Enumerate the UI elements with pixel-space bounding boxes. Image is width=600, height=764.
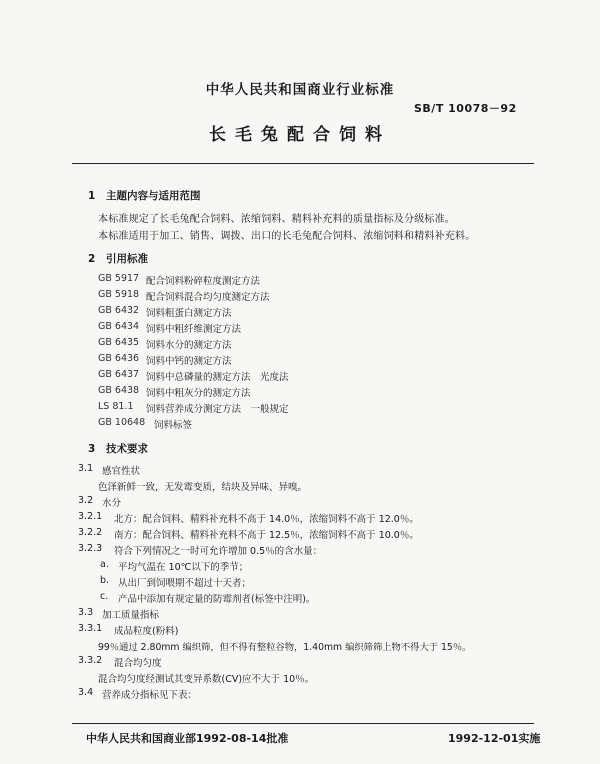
list-item-a: 平均气温在 10℃以下的季节； bbox=[118, 562, 249, 573]
ref-title: 饲料中粗灰分的测定方法 bbox=[146, 388, 251, 399]
ref-code: GB 6438 bbox=[98, 385, 140, 396]
section-2-heading bbox=[88, 251, 148, 266]
clause-3-3-2-text: 混合均匀度经测试其变异系数(CV)应不大于 10％。 bbox=[98, 674, 315, 685]
ref-code: GB 6432 bbox=[98, 305, 140, 316]
section-1-heading bbox=[88, 188, 201, 203]
clause-3-2-number: 3.2 bbox=[78, 495, 94, 506]
document-title: 长毛兔配合饲料 bbox=[209, 125, 391, 145]
list-item-c: 产品中添加有规定量的防霉剂者(标签中注明)。 bbox=[118, 594, 316, 605]
clause-3-3-2-number: 3.3.2 bbox=[78, 655, 103, 666]
effective-date: 1992-12-01实施 bbox=[448, 732, 541, 745]
section-2-number: 2 bbox=[88, 253, 96, 265]
clause-3-2-3-number: 3.2.3 bbox=[78, 543, 103, 554]
clause-3-1-title: 感官性状 bbox=[102, 466, 141, 477]
ref-code: GB 5918 bbox=[98, 289, 140, 300]
footer-rule bbox=[72, 723, 534, 724]
org-standard-title: 中华人民共和国商业行业标准 bbox=[205, 82, 395, 98]
clause-3-3-1-title: 成品粒度(粉料) bbox=[114, 626, 179, 637]
section-1-title: 主题内容与适用范围 bbox=[106, 190, 201, 202]
clause-3-4-title: 营养成分指标见下表： bbox=[102, 690, 198, 701]
clause-3-3-2-title: 混合均匀度 bbox=[114, 658, 162, 669]
clause-3-3-1-text: 99％通过 2.80mm 编织筛，但不得有整粒谷物，1.40mm 编织筛筛上物不得大于 15％。 bbox=[98, 642, 472, 653]
ref-code: GB 6435 bbox=[98, 337, 140, 348]
clause-3-2-1-number: 3.2.1 bbox=[78, 511, 103, 522]
ref-title: 饲料水分的测定方法 bbox=[146, 340, 232, 351]
clause-3-3-number: 3.3 bbox=[78, 607, 94, 618]
ref-code: GB 6434 bbox=[98, 321, 140, 332]
ref-title: 饲料标签 bbox=[154, 420, 193, 431]
approval-line: 中华人民共和国商业部1992-08-14批准 bbox=[86, 732, 289, 745]
clause-3-4-number: 3.4 bbox=[78, 687, 94, 698]
ref-code: GB 5917 bbox=[98, 273, 140, 284]
ref-title: 饲料中钙的测定方法 bbox=[146, 356, 232, 367]
ref-title: 饲料营养成分测定方法 一般规定 bbox=[146, 404, 289, 415]
standard-code: SB/T 10078－92 bbox=[414, 102, 517, 115]
ref-code: GB 6437 bbox=[98, 369, 140, 380]
section-1-paragraph-2: 本标准适用于加工、销售、调拨、出口的长毛兔配合饲料、浓缩饲料和精料补充料。 bbox=[98, 231, 476, 242]
clause-3-2-2-number: 3.2.2 bbox=[78, 527, 103, 538]
ref-title: 配合饲料粉碎粒度测定方法 bbox=[146, 276, 261, 287]
ref-code: GB 6436 bbox=[98, 353, 140, 364]
list-item-b-mark: b. bbox=[100, 575, 110, 586]
clause-3-2-1-text: 北方：配合饲料、精料补充料不高于 14.0％，浓缩饲料不高于 12.0％。 bbox=[114, 514, 419, 525]
list-item-c-mark: c. bbox=[100, 591, 109, 602]
clause-3-2-3-text: 符合下列情况之一时可允许增加 0.5％的含水量： bbox=[114, 546, 323, 557]
ref-code: LS 81.1 bbox=[98, 401, 134, 412]
ref-title: 饲料粗蛋白测定方法 bbox=[146, 308, 232, 319]
section-3-heading bbox=[88, 441, 148, 456]
ref-code: GB 10648 bbox=[98, 417, 146, 428]
clause-3-2-2-text: 南方：配合饲料、精料补充料不高于 12.5％，浓缩饲料不高于 10.0％。 bbox=[114, 530, 419, 541]
clause-3-1-text: 色泽新鲜一致，无发霉变质，结块及异味、异嗅。 bbox=[98, 482, 308, 493]
ref-title: 饲料中总磷量的测定方法 光度法 bbox=[146, 372, 289, 383]
header-rule bbox=[72, 163, 534, 164]
list-item-b: 从出厂到饲喂期不超过十天者； bbox=[118, 578, 252, 589]
ref-title: 饲料中粗纤维测定方法 bbox=[146, 324, 242, 335]
section-2-title: 引用标准 bbox=[106, 253, 148, 265]
section-1-number: 1 bbox=[88, 190, 96, 202]
ref-title: 配合饲料混合均匀度测定方法 bbox=[146, 292, 270, 303]
clause-3-3-title: 加工质量指标 bbox=[102, 610, 160, 621]
section-3-title: 技术要求 bbox=[106, 443, 148, 455]
clause-3-2-title: 水分 bbox=[102, 498, 122, 509]
section-1-paragraph-1: 本标准规定了长毛兔配合饲料、浓缩饲料、精料补充料的质量指标及分级标准。 bbox=[98, 214, 455, 225]
clause-3-3-1-number: 3.3.1 bbox=[78, 623, 103, 634]
list-item-a-mark: a. bbox=[100, 559, 109, 570]
clause-3-1-number: 3.1 bbox=[78, 463, 94, 474]
section-3-number: 3 bbox=[88, 443, 96, 455]
